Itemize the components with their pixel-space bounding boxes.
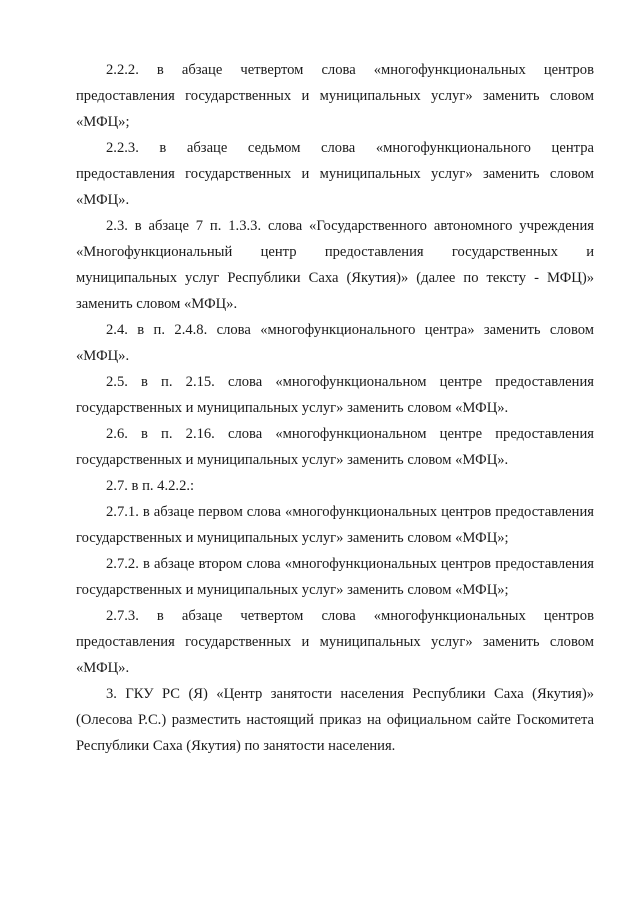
paragraph-2-7-3: 2.7.3. в абзаце четвертом слова «многофункциональных центров предоставления государственных и муниципальных услуг» заменить словом «МФЦ». bbox=[76, 608, 594, 676]
paragraph-2-2-3: 2.2.3. в абзаце седьмом слова «многофункционального центра предоставления государственных и муниципальных услуг» заменить словом «МФЦ». bbox=[76, 140, 594, 208]
paragraph-2-4: 2.4. в п. 2.4.8. слова «многофункционального центра» заменить словом «МФЦ». bbox=[76, 322, 594, 364]
paragraph-2-2-2: 2.2.2. в абзаце четвертом слова «многофункциональных центров предоставления государственных и муниципальных услуг» заменить словом «МФЦ»; bbox=[76, 62, 594, 130]
paragraph-2-3: 2.3. в абзаце 7 п. 1.3.3. слова «Государственного автономного учреждения «Многофункциональный центр предоставления государственных и муниципальных услуг Республики Саха (Якутия)» (далее по тексту - МФЦ)» заменить словом «МФЦ». bbox=[76, 218, 594, 312]
paragraph-2-7-1: 2.7.1. в абзаце первом слова «многофункциональных центров предоставления государственных и муниципальных услуг» заменить словом «МФЦ»; bbox=[76, 504, 594, 546]
paragraph-3: 3. ГКУ РС (Я) «Центр занятости населения Республики Саха (Якутия)» (Олесова Р.С.) разместить настоящий приказ на официальном сайте Госкомитета Республики Саха (Якутия) по занятости населения. bbox=[76, 686, 594, 754]
paragraph-2-7-2: 2.7.2. в абзаце втором слова «многофункциональных центров предоставления государственных и муниципальных услуг» заменить словом «МФЦ»; bbox=[76, 556, 594, 598]
paragraph-2-7: 2.7. в п. 4.2.2.: bbox=[106, 478, 195, 494]
document-body bbox=[76, 57, 594, 759]
paragraph-2-5: 2.5. в п. 2.15. слова «многофункциональном центре предоставления государственных и муниципальных услуг» заменить словом «МФЦ». bbox=[76, 374, 594, 416]
paragraph-2-6: 2.6. в п. 2.16. слова «многофункциональном центре предоставления государственных и муниципальных услуг» заменить словом «МФЦ». bbox=[76, 426, 594, 468]
